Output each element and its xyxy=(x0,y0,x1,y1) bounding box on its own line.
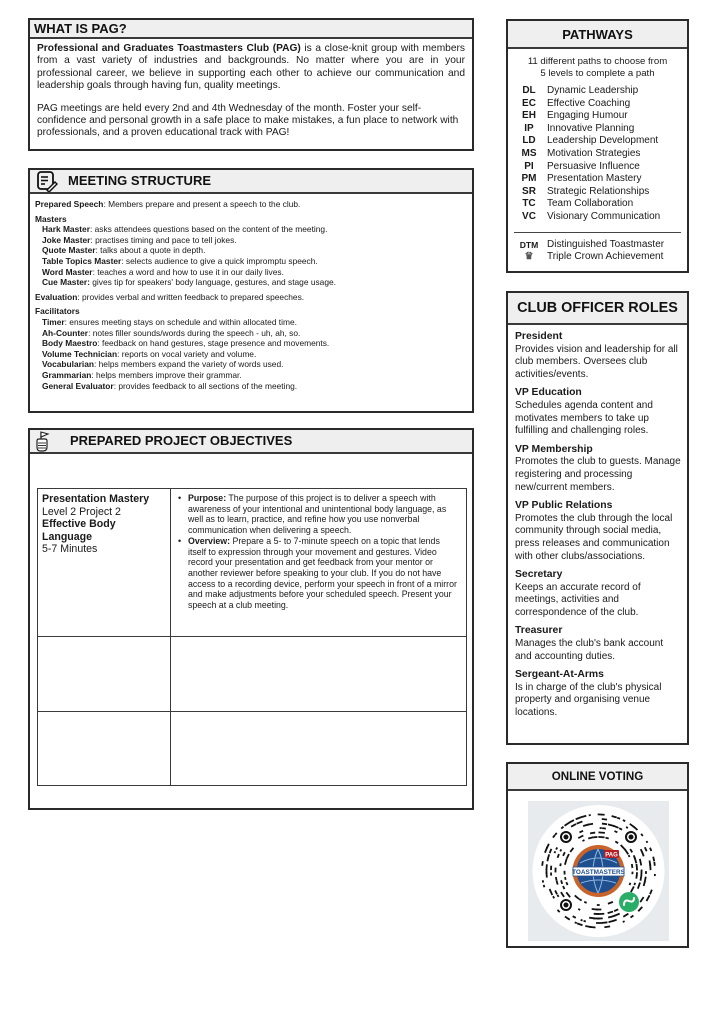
empty-cell xyxy=(38,637,171,712)
qr-dash xyxy=(546,870,548,874)
role-item: Grammarian: helps members improve their grammar. xyxy=(42,369,242,380)
role-item: Quote Master: talks about a quote in depth. xyxy=(42,245,206,256)
role-item: Joke Master: practises timing and pace to tell jokes. xyxy=(42,234,237,245)
qr-dash xyxy=(594,913,599,915)
role-item: General Evaluator: provides feedback to all sections of the meeting. xyxy=(42,380,298,391)
qr-dash xyxy=(598,814,605,816)
role-item: Hark Master: asks attendees questions based on the content of the meeting. xyxy=(42,224,328,235)
prepared-speech-item: Prepared Speech: Members prepare and present a speech to the club. xyxy=(35,199,301,209)
voting-qr-code[interactable] xyxy=(528,801,669,941)
role-item: Cue Master: gives tip for speakers' body language, gestures, and stage usage. xyxy=(42,277,336,288)
path-name: Presentation Mastery xyxy=(42,493,150,505)
qr-dash xyxy=(631,872,633,875)
facilitators-heading: Facilitators xyxy=(35,306,80,317)
logo-text: TOASTMASTERS xyxy=(572,869,625,876)
list-item: TC Team Collaboration xyxy=(522,198,634,210)
online-voting-panel xyxy=(506,762,689,948)
list-item: EC Effective Coaching xyxy=(522,97,631,109)
role-item: Timer: ensures meeting stays on schedule and within allocated time. xyxy=(42,316,297,327)
mini-program-icon xyxy=(619,892,639,912)
crown-icon: ♛ xyxy=(524,251,534,263)
role-item: Table Topics Master: selects audience to give a quick impromptu speech. xyxy=(42,255,318,266)
officer-role: Secretary Keeps an accurate record of meetings, activities and correspondence of the club. xyxy=(515,569,641,618)
officer-role: VP Public Relations Promotes the club through the local community through social media, press releases and communication with other clubs/associations. xyxy=(515,500,673,562)
club-name: Professional and Graduates Toastmasters Club (PAG) xyxy=(37,43,301,54)
empty-cell xyxy=(171,637,467,712)
empty-cell xyxy=(171,712,467,786)
pathways-intro: 11 different paths to choose from 5 levels to complete a path xyxy=(527,56,668,79)
hand-flag-icon xyxy=(34,430,56,452)
pag-badge-text: PAG xyxy=(605,852,618,859)
role-item: Body Maestro: feedback on hand gestures, stage presence and movements. xyxy=(42,338,330,349)
officer-role: VP Education Schedules agenda content and motivates members to take up fulfilling and challenging roles. xyxy=(515,387,653,437)
awards-list xyxy=(508,239,687,264)
role-item: Ah-Counter: notes filler sounds/words during the speech - uh, ah, so. xyxy=(42,327,301,338)
officer-role: President Provides vision and leadership for all club members. Oversees club activities/events. xyxy=(515,331,678,380)
empty-cell xyxy=(38,712,171,786)
qr-dash xyxy=(640,870,642,877)
divider xyxy=(514,232,681,233)
list-item: EH Engaging Humour xyxy=(522,110,628,122)
officer-role: Sergeant-At-Arms Is in charge of the club's physical property and organising venue locations. xyxy=(515,669,662,719)
list-item: PM Presentation Mastery xyxy=(521,173,642,185)
purpose-item: • Purpose: The purpose of this project is to deliver a speech with awareness of your intentional and unintentional body language, as well as to learn, practice, and refine how you use nonverbal communication when delivering a speech. xyxy=(177,493,460,536)
qr-dash xyxy=(645,871,647,874)
what-is-pag-panel xyxy=(28,18,474,151)
list-item: SR Strategic Relationships xyxy=(522,185,650,197)
list-item: ♛ Triple Crown Achievement xyxy=(514,251,687,264)
role-item: Vocabularian: helps members expand the variety of words used. xyxy=(42,359,284,370)
table-row xyxy=(38,637,467,712)
pathways-panel xyxy=(506,19,689,273)
overview-item: • Overview: Prepare a 5- to 7-minute speech on a topic that lends itself to expression through your movement and gestures. Video record your presentation and get feedback from your mentor or another reviewer before speaking to your club. If you do not have access to a recording device, perform your speech in front of a mirror and make adjustments before your scheduled speech. Present your speech at a club meeting. xyxy=(177,536,460,611)
pathways-title: PATHWAYS xyxy=(508,21,687,49)
project-details-cell xyxy=(171,489,467,637)
officer-role: Treasurer Manages the club's bank account and accounting duties. xyxy=(515,625,664,662)
qr-dash xyxy=(589,814,591,816)
qr-dash xyxy=(597,904,600,906)
officer-roles-title: CLUB OFFICER ROLES xyxy=(508,293,687,325)
qr-dash xyxy=(564,871,566,875)
officer-roles-panel xyxy=(506,291,689,745)
qr-dash xyxy=(550,872,552,875)
role-item: Word Master: teaches a word and how to use it in our daily lives. xyxy=(42,266,284,277)
qr-dash xyxy=(600,827,602,829)
meeting-structure-panel xyxy=(28,168,474,413)
objectives-table xyxy=(37,488,467,786)
notepad-pen-icon xyxy=(36,170,58,192)
table-row xyxy=(38,712,467,786)
project-info-cell xyxy=(38,489,171,637)
what-is-pag-meetings: PAG meetings are held every 2nd and 4th Wednesday of the month. Foster your self-confidence and personal growth in a safe place to make mistakes, a fun place to network with professionals, and a proven educational track with PAG! xyxy=(37,102,459,139)
project-level: Level 2 Project 2 xyxy=(42,505,121,518)
facilitators-list xyxy=(35,317,467,391)
qr-dash xyxy=(550,866,552,871)
list-item: DTM Distinguished Toastmaster xyxy=(519,238,665,250)
pathways-list xyxy=(508,85,687,224)
list-item: MS Motivation Strategies xyxy=(521,147,641,159)
toastmasters-logo xyxy=(570,842,628,900)
objectives-title: PREPARED PROJECT OBJECTIVES xyxy=(70,433,293,448)
qr-dash xyxy=(555,868,557,873)
evaluation-item: Evaluation: provides verbal and written feedback to prepared speeches. xyxy=(35,291,305,302)
project-objectives-panel xyxy=(28,428,474,810)
list-item: LD Leadership Development xyxy=(522,135,659,147)
masters-list xyxy=(35,224,467,288)
officer-role: VP Membership Promotes the club to guests. Manage registering and processing new/current members. xyxy=(515,443,681,493)
list-item: IP Innovative Planning xyxy=(524,122,635,134)
list-item: PI Persuasive Influence xyxy=(524,160,640,172)
what-is-pag-title: WHAT IS PAG? xyxy=(30,20,472,39)
qr-dash xyxy=(654,874,656,876)
list-item: DL Dynamic Leadership xyxy=(522,85,639,96)
qr-dash xyxy=(596,922,602,924)
what-is-pag-intro: Professional and Graduates Toastmasters Club (PAG) is a close-knit group with members from a vast variety of industries and backgrounds. No matter where you are in your professional career, we believe in supporting each other to achieve our communication and leadership goals through having fun, quality meetings. xyxy=(37,43,466,92)
online-voting-title: ONLINE VOTING xyxy=(508,764,687,791)
masters-heading: Masters xyxy=(35,213,67,224)
role-item: Volume Technician: reports on vocal variety and volume. xyxy=(42,348,257,359)
list-item: VC Visionary Communication xyxy=(522,210,661,222)
meeting-structure-title: MEETING STRUCTURE xyxy=(68,173,211,188)
project-name: Effective Body Language xyxy=(42,518,116,543)
table-row xyxy=(38,489,467,637)
project-duration: 5-7 Minutes xyxy=(42,543,98,556)
